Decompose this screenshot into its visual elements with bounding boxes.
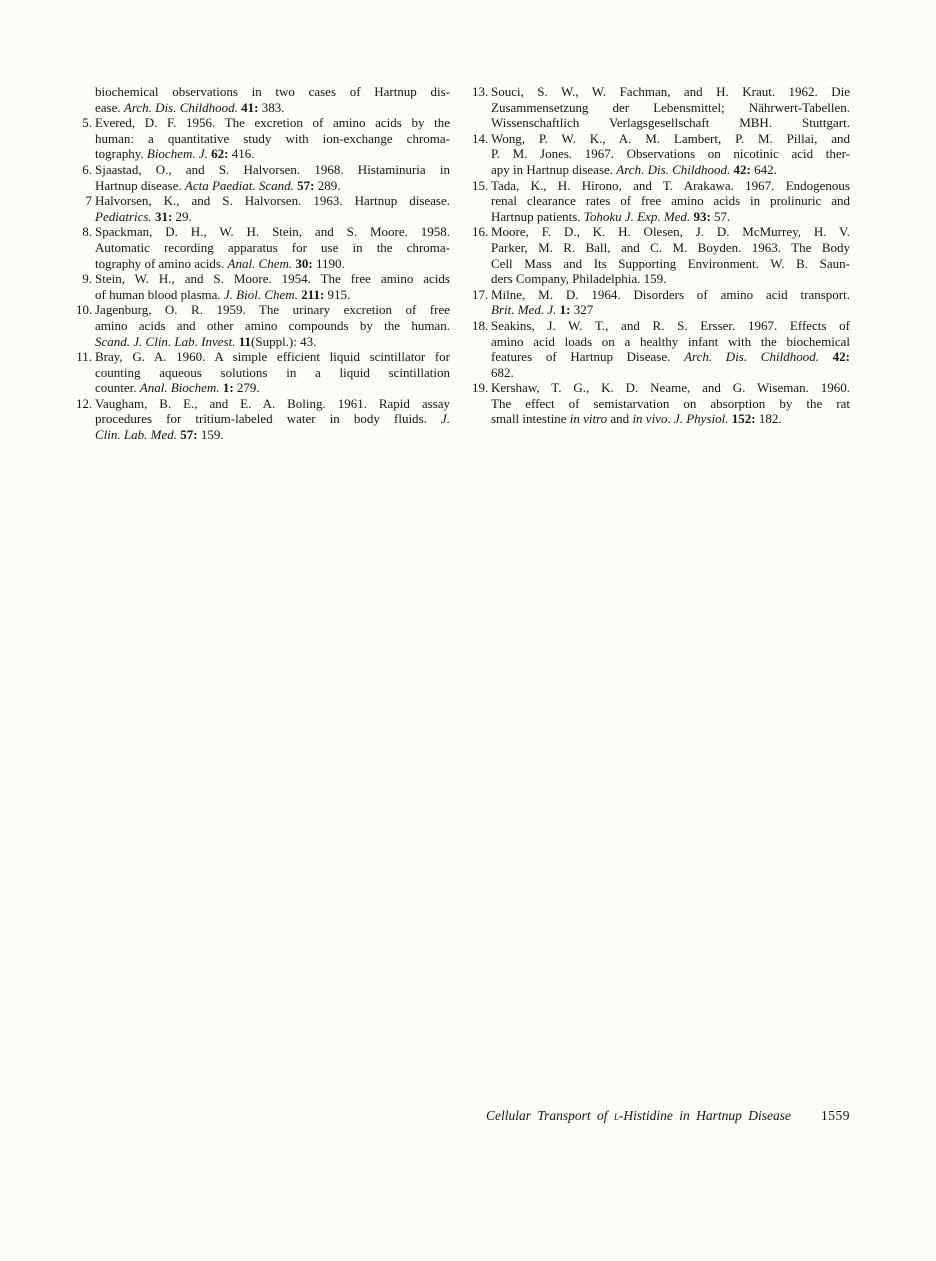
- text-run: Biochem. J.: [146, 146, 208, 162]
- reference-entry: [76, 271, 450, 302]
- text-run: Milne, M. D. 1964. Disorders of amino acid transport.: [491, 286, 850, 302]
- reference-number: 17.: [472, 286, 489, 302]
- text-run: 31:: [154, 208, 173, 224]
- reference-line: [95, 380, 450, 396]
- reference-line: [95, 349, 450, 365]
- text-run: Jagenburg, O. R. 1959. The urinary excretion of free: [95, 302, 450, 318]
- text-run: and: [607, 411, 633, 427]
- reference-number: 8.: [82, 224, 92, 240]
- text-run: Arch. Dis. Childhood.: [684, 349, 819, 365]
- reference-line: [95, 318, 450, 334]
- reference-line: [491, 162, 850, 178]
- text-run: 416.: [228, 146, 255, 162]
- references-column-right: [472, 84, 850, 443]
- reference-line: [95, 115, 450, 131]
- text-run: amino acids and other amino compounds by the human.: [95, 317, 450, 333]
- text-run: 289.: [314, 177, 341, 193]
- reference-entry: [76, 193, 450, 224]
- reference-line: [491, 349, 850, 365]
- reference-entry: [76, 349, 450, 396]
- reference-body: [95, 396, 450, 443]
- reference-number: 15.: [472, 177, 489, 193]
- text-run: Moore, F. D., K. H. Olesen, J. D. McMurrey, H. V.: [491, 224, 850, 240]
- text-run: Cell Mass and Its Supporting Environment. W. B. Saun-: [491, 255, 850, 271]
- text-run: renal clearance rates of free amino acids in prolinuric and: [491, 193, 850, 209]
- text-run: 42:: [832, 349, 851, 365]
- text-run: Anal. Biochem.: [139, 380, 220, 396]
- text-run: Anal. Chem.: [227, 255, 293, 271]
- reference-line: [491, 84, 850, 100]
- reference-line: [95, 131, 450, 147]
- text-run: Bray, G. A. 1960. A simple efficient liquid scintillator for: [95, 349, 450, 365]
- text-run: -Histidine in Hartnup Disease: [618, 1108, 791, 1123]
- text-run: Arch. Dis. Childhood.: [616, 161, 731, 177]
- text-run: J. Biol. Chem.: [223, 286, 298, 302]
- reference-line: [95, 146, 450, 162]
- text-run: 57.: [710, 208, 731, 224]
- text-run: human: a quantitative study with ion-exchange chroma-: [95, 130, 450, 146]
- reference-body: [95, 84, 450, 115]
- text-run: features of Hartnup Disease.: [491, 349, 685, 365]
- text-run: 383.: [258, 99, 285, 115]
- references-column-left: [76, 84, 450, 443]
- text-run: Spackman, D. H., W. H. Stein, and S. Moore. 1958.: [95, 224, 450, 240]
- text-run: Scand. J. Clin. Lab. Invest.: [95, 333, 236, 349]
- text-run: ders Company, Philadelphia. 159.: [491, 271, 667, 287]
- text-run: 211:: [301, 286, 325, 302]
- reference-entry: [76, 115, 450, 162]
- reference-number: 19.: [472, 380, 489, 396]
- text-run: 57:: [180, 427, 198, 443]
- reference-body: [95, 224, 450, 271]
- reference-number: 16.: [472, 224, 489, 240]
- reference-body: [95, 193, 450, 224]
- reference-line: [95, 396, 450, 412]
- text-run: small intestine: [491, 411, 570, 427]
- text-run: Clin. Lab. Med.: [95, 427, 177, 443]
- reference-line: [95, 411, 450, 427]
- text-run: procedures for tritium-labeled water in body fluids.: [95, 411, 441, 427]
- reference-entry: [472, 318, 850, 380]
- text-run: Parker, M. R. Ball, and C. M. Boyden. 1963. The Body: [491, 239, 850, 255]
- reference-line: [95, 271, 450, 287]
- text-run: ease.: [95, 99, 124, 115]
- reference-number: 11.: [76, 349, 92, 365]
- reference-number: 14.: [472, 130, 489, 146]
- reference-line: [491, 287, 850, 303]
- text-run: Seakins, J. W. T., and R. S. Ersser. 1967. Effects of: [491, 317, 850, 333]
- text-run: Wong, P. W. K., A. M. Lambert, P. M. Pillai, and: [491, 130, 850, 146]
- reference-entry: [472, 178, 850, 225]
- text-run: Vaugham, B. E., and E. A. Boling. 1961. Rapid assay: [95, 395, 450, 411]
- reference-entry: [472, 84, 850, 131]
- text-run: 62:: [211, 146, 229, 162]
- text-run: (Suppl.): 43.: [251, 333, 317, 349]
- reference-entry: [76, 302, 450, 349]
- text-run: 41:: [241, 99, 259, 115]
- reference-line: [95, 287, 450, 303]
- text-run: [819, 349, 833, 364]
- text-run: Acta Paediat. Scand.: [184, 177, 294, 193]
- text-run: 30:: [295, 255, 313, 271]
- text-run: Evered, D. F. 1956. The excretion of amino acids by the: [95, 115, 450, 131]
- reference-line: [491, 365, 850, 381]
- footer-page-number: 1559: [821, 1108, 850, 1123]
- text-run: 682.: [491, 364, 514, 380]
- text-run: Hartnup disease.: [95, 177, 185, 193]
- reference-number: 6.: [82, 161, 92, 177]
- reference-body: [95, 302, 450, 349]
- text-run: 1190.: [312, 255, 345, 271]
- reference-body: [95, 349, 450, 396]
- reference-entry: [472, 380, 850, 427]
- reference-line: [491, 178, 850, 194]
- text-run: of human blood plasma.: [95, 286, 224, 302]
- reference-body: [491, 287, 850, 318]
- text-run: Automatic recording apparatus for use in the chroma-: [95, 239, 450, 255]
- text-run: The effect of semistarvation on absorption by the rat: [491, 395, 850, 411]
- text-run: 11: [238, 333, 252, 349]
- reference-body: [491, 178, 850, 225]
- text-run: Halvorsen, K., and S. Halvorsen. 1963. Hartnup disease.: [95, 193, 450, 209]
- reference-body: [491, 318, 850, 380]
- reference-line: [95, 178, 450, 194]
- reference-body: [491, 380, 850, 427]
- reference-line: [95, 193, 450, 209]
- text-run: 279.: [233, 380, 260, 396]
- reference-line: [491, 209, 850, 225]
- reference-body: [491, 224, 850, 286]
- text-run: in vitro: [569, 411, 608, 427]
- reference-number: 12.: [76, 395, 93, 411]
- reference-line: [491, 334, 850, 350]
- reference-line: [95, 162, 450, 178]
- reference-line: [95, 84, 450, 100]
- reference-number: 13.: [472, 84, 489, 99]
- reference-body: [491, 84, 850, 131]
- reference-line: [491, 115, 850, 131]
- text-run: counting aqueous solutions in a liquid scintillation: [95, 364, 450, 380]
- text-run: P. M. Jones. 1967. Observations on nicotinic acid ther-: [491, 146, 850, 162]
- reference-entry: [76, 396, 450, 443]
- reference-line: [95, 240, 450, 256]
- text-run: 915.: [324, 286, 351, 302]
- text-run: Arch. Dis. Childhood.: [123, 99, 238, 115]
- text-run: 1:: [222, 380, 234, 396]
- reference-body: [95, 271, 450, 302]
- reference-line: [95, 427, 450, 443]
- reference-number: 18.: [472, 317, 489, 333]
- reference-line: [491, 396, 850, 412]
- reference-entry: [472, 224, 850, 286]
- text-run: Hartnup patients.: [491, 208, 584, 224]
- text-run: 182.: [755, 411, 782, 427]
- text-run: 642.: [750, 161, 777, 177]
- text-run: biochemical observations in two cases of Hartnup dis-: [95, 84, 450, 99]
- text-run: .: [667, 411, 674, 427]
- reference-entry: [76, 224, 450, 271]
- text-run: in vivo: [632, 411, 668, 427]
- reference-number: 10.: [76, 302, 93, 318]
- text-run: 57:: [297, 177, 315, 193]
- text-run: Zusammensetzung der Lebensmittel; Nährwert-Tabellen.: [491, 99, 850, 115]
- text-run: 159.: [197, 427, 224, 443]
- text-run: 1:: [559, 302, 571, 318]
- text-run: 152:: [731, 411, 756, 427]
- reference-body: [95, 162, 450, 193]
- reference-body: [491, 131, 850, 178]
- text-run: tography of amino acids.: [95, 255, 228, 271]
- footer-article-title: [486, 1108, 791, 1123]
- reference-line: [491, 271, 850, 287]
- text-run: Pediatrics.: [95, 208, 152, 224]
- text-run: amino acid loads on a healthy infant with the biochemical: [491, 333, 850, 349]
- reference-entry: [76, 84, 450, 115]
- text-run: 93:: [693, 208, 711, 224]
- running-footer: [0, 1108, 850, 1124]
- reference-line: [491, 380, 850, 396]
- reference-line: [95, 302, 450, 318]
- reference-line: [95, 256, 450, 272]
- reference-line: [95, 334, 450, 350]
- reference-entry: [472, 287, 850, 318]
- text-run: apy in Hartnup disease.: [491, 161, 617, 177]
- text-run: J. Physiol.: [673, 411, 729, 427]
- reference-line: [491, 146, 850, 162]
- reference-line: [491, 193, 850, 209]
- text-run: Tohoku J. Exp. Med.: [583, 208, 691, 224]
- reference-line: [491, 131, 850, 147]
- text-run: counter.: [95, 380, 140, 396]
- reference-line: [491, 318, 850, 334]
- reference-line: [95, 100, 450, 116]
- reference-line: [491, 100, 850, 116]
- text-run: Stein, W. H., and S. Moore. 1954. The free amino acids: [95, 271, 450, 287]
- reference-entry: [76, 162, 450, 193]
- reference-entry: [472, 131, 850, 178]
- text-run: Kershaw, T. G., K. D. Neame, and G. Wiseman. 1960.: [491, 380, 850, 396]
- reference-line: [491, 302, 850, 318]
- reference-line: [491, 240, 850, 256]
- text-run: Brit. Med. J.: [491, 302, 557, 318]
- text-run: tography.: [95, 146, 147, 162]
- text-run: l: [613, 1108, 619, 1123]
- reference-line: [491, 256, 850, 272]
- text-run: 42:: [733, 161, 751, 177]
- references-section: [76, 84, 850, 443]
- reference-line: [491, 411, 850, 427]
- text-run: Wissenschaftlich Verlagsgesellschaft MBH. Stuttgart.: [491, 115, 850, 131]
- reference-line: [491, 224, 850, 240]
- text-run: J.: [440, 411, 450, 427]
- text-run: Souci, S. W., W. Fachman, and H. Kraut. 1962. Die: [491, 84, 850, 99]
- reference-number: 7: [85, 193, 92, 209]
- text-run: 327: [570, 302, 594, 318]
- text-run: 29.: [172, 208, 192, 224]
- reference-line: [95, 365, 450, 381]
- text-run: Tada, K., H. Hirono, and T. Arakawa. 1967. Endogenous: [491, 177, 850, 193]
- text-run: Cellular Transport of: [485, 1108, 614, 1123]
- reference-number: 5.: [82, 115, 92, 131]
- text-run: Sjaastad, O., and S. Halvorsen. 1968. Histaminuria in: [95, 161, 450, 177]
- reference-line: [95, 224, 450, 240]
- reference-body: [95, 115, 450, 162]
- reference-number: 9.: [82, 271, 92, 287]
- reference-line: [95, 209, 450, 225]
